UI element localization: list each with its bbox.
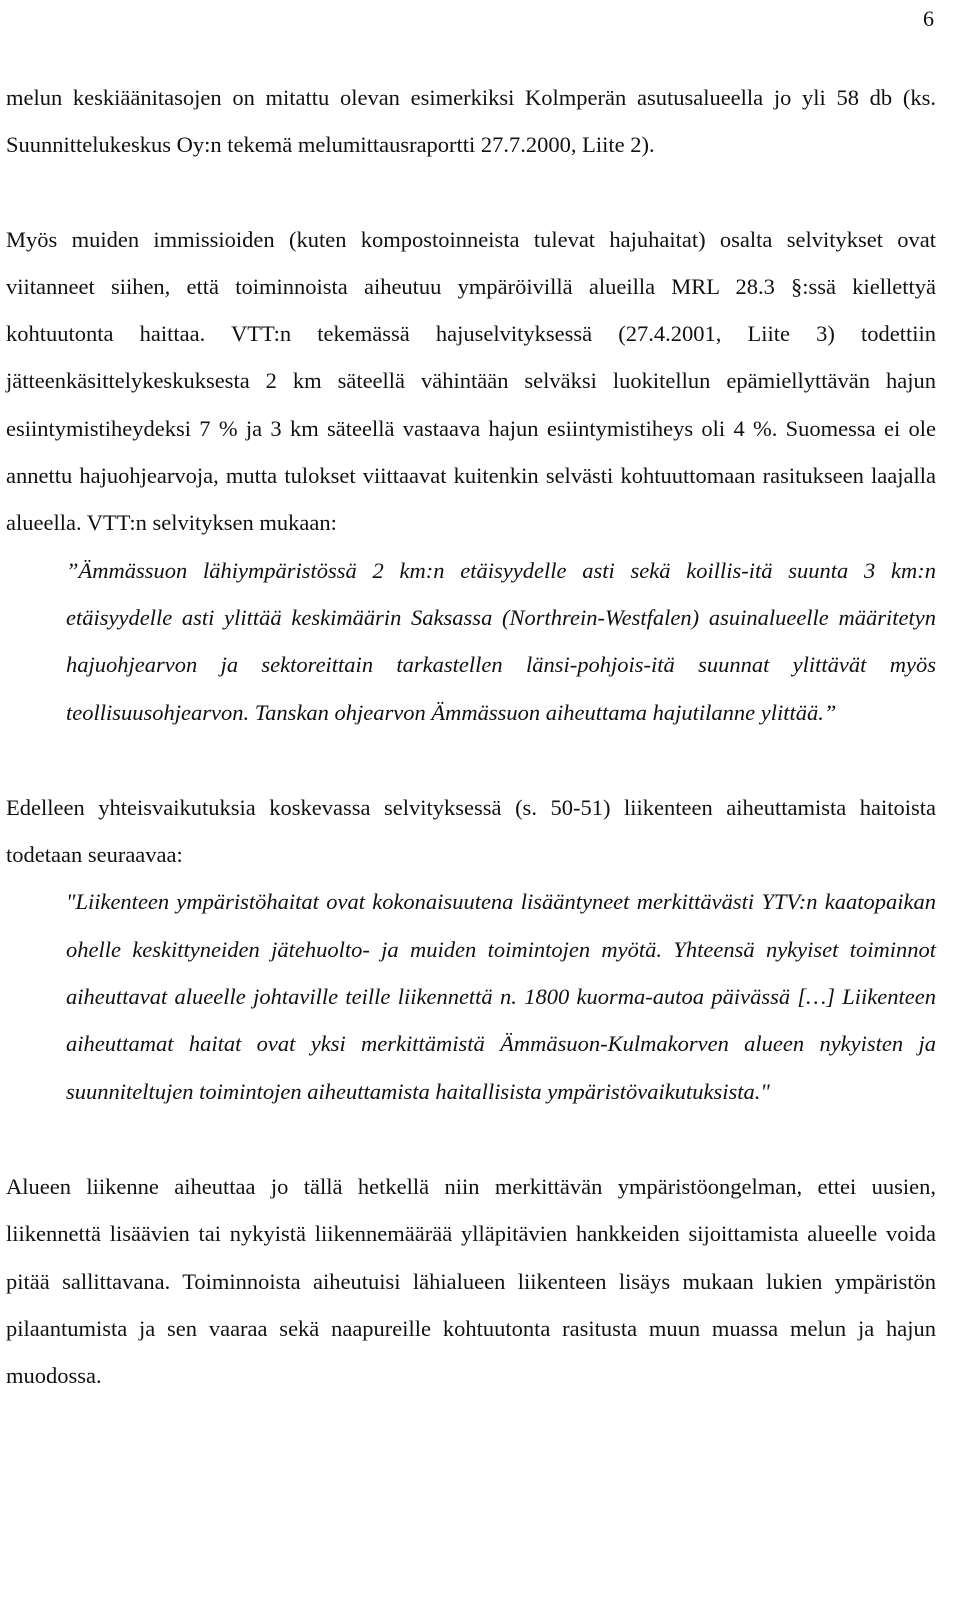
paragraph-odour-report: Myös muiden immissioiden (kuten kompostoinneista tulevat hajuhaitat) osalta selvitykset ovat viitanneet siihen, että toiminnoista aiheutuu ympäröivillä alueilla MRL 28.3 §:ssä kiellettyä kohtuutonta haittaa. VTT:n tekemässä hajuselvityksessä (27.4.2001, Liite 3) todettiin jätteenkäsittelykeskuksesta 2 km säteellä vähintään selväksi luokitellun epämiellyttävän hajun esiintymistiheydeksi 7 % ja 3 km säteellä vastaava hajun esiintymistiheys oli 4 %. Suomessa ei ole annettu hajuohjearvoja, mutta tulokset viittaavat kuitenkin selvästi kohtuuttomaan rasitukseen laajalla alueella. VTT:n selvityksen mukaan: xyxy=(6,226,936,536)
paragraph-conclusion: Alueen liikenne aiheuttaa jo tällä hetkellä niin merkittävän ympäristöongelman, ettei uusien, liikennettä lisäävien tai nykyistä liikennemäärää ylläpitävien hankkeiden sijoittamista alueelle voida pitää sallittavana. Toiminnoista aiheutuisi lähialueen liikenteen lisäys mukaan lukien ympäristön pilaantumista ja sen vaaraa sekä naapureille kohtuutonta rasitusta muun muassa melun ja hajun muodossa. xyxy=(6,1173,936,1389)
paragraph-noise-levels: melun keskiäänitasojen on mitattu olevan esimerkiksi Kolmperän asutusalueella jo yli 58 db (ks. Suunnittelukeskus Oy:n tekemä melumittausraportti 27.7.2000, Liite 2). xyxy=(6,85,936,158)
document-body xyxy=(6,74,936,1399)
paragraph-traffic-intro: Edelleen yhteisvaikutuksia koskevassa selvityksessä (s. 50-51) liikenteen aiheuttamista haitoista todetaan seuraavaa: xyxy=(6,794,936,868)
quote-traffic-report: "Liikenteen ympäristöhaitat ovat kokonaisuutena lisääntyneet merkittävästi YTV:n kaatopaikan ohelle keskittyneiden jätehuolto- ja muiden toimintojen myötä. Yhteensä nykyiset toiminnot aiheuttavat alueelle johtaville teille liikennettä n. 1800 kuorma-autoa päivässä […] Liikenteen aiheuttamat haitat ovat yksi merkittämistä Ämmäsuon-Kulmakorven alueen nykyisten ja suunniteltujen toimintojen aiheuttamista haitallisista ympäristövaikutuksista." xyxy=(66,889,936,1104)
quote-vtt-report: ”Ämmässuon lähiympäristössä 2 km:n etäisyydelle asti sekä koillis-itä suunta 3 km:n etäisyydelle asti ylittää keskimäärin Saksassa (Northrein-Westfalen) asuinalueelle määritetyn hajuohjearvon ja sektoreittain tarkastellen länsi-pohjois-itä suunnat ylittävät myös teollisuusohjearvon. Tanskan ohjearvon Ämmässuon aiheuttama hajutilanne ylittää.” xyxy=(66,557,936,725)
page-number: 6 xyxy=(923,6,934,31)
